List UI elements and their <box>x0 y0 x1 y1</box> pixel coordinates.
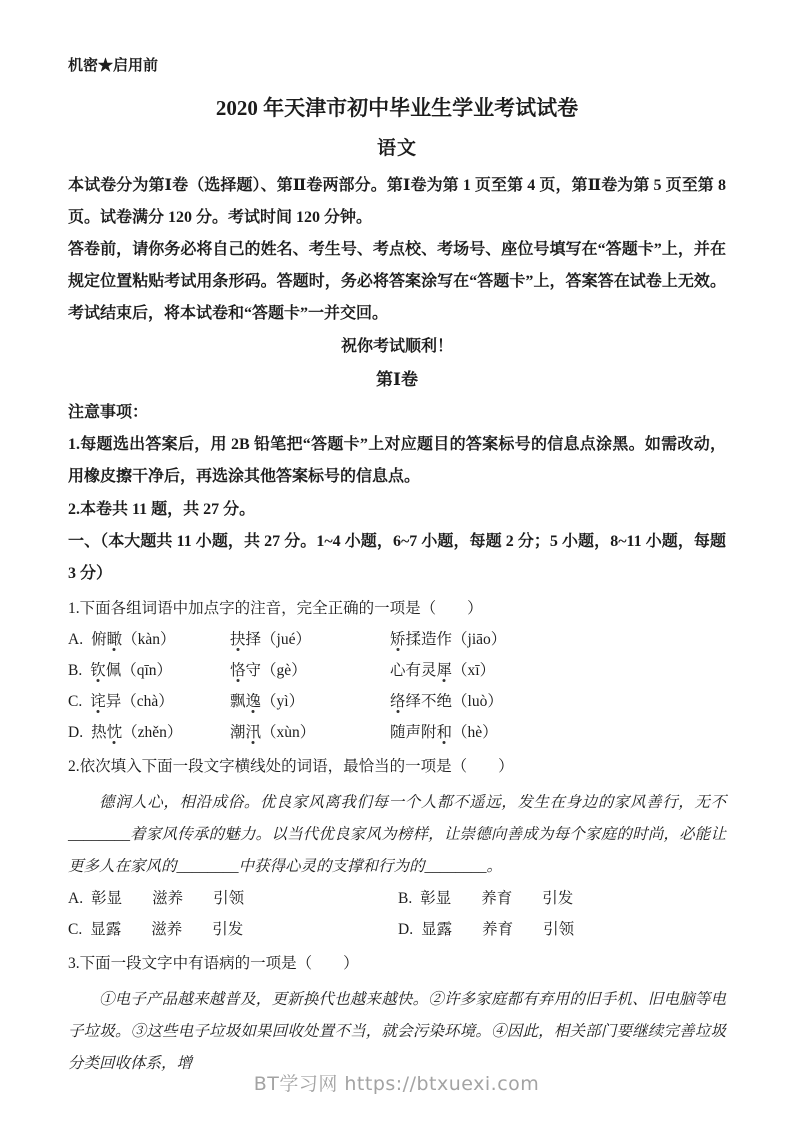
question-3-passage: ①电子产品越来越普及，更新换代也越来越快。②许多家庭都有弃用的旧手机、旧电脑等电子垃圾。③这些电子垃圾如果回收处置不当，就会污染环境。④因此，相关部门要继续完善垃圾分类回收体系，增 <box>68 991 726 1072</box>
option-word: 引领 <box>543 921 575 938</box>
option-item <box>68 686 230 717</box>
option-item <box>398 914 726 945</box>
word-with-pinyin: 络绎不绝（luò） <box>390 693 503 710</box>
question-1-option-a <box>68 624 726 655</box>
question-1-option-b <box>68 655 726 686</box>
option-item <box>68 655 230 686</box>
dotted-char: 汛 <box>245 724 262 741</box>
word-with-pinyin: 热忱（zhěn） <box>91 724 183 741</box>
option-word: 养育 <box>481 890 513 907</box>
security-classification: 机密★启用前 <box>68 58 159 74</box>
section-one-heading: 一、（本大题共 11 小题，共 27 分。1~4 小题，6~7 小题，每题 2 分；5 小题，8~11 小题，每题 3 分） <box>68 533 726 582</box>
exam-title: 2020 年天津市初中毕业生学业考试试卷 <box>215 96 579 120</box>
option-label: C. <box>68 693 83 710</box>
question-3-stem: 3.下面一段文字中有语病的一项是（ ） <box>68 955 359 972</box>
dotted-char: 犀 <box>436 662 453 679</box>
intro-paragraph-2: 答卷前，请你务必将自己的姓名、考生号、考点校、考场号、座位号填写在“答题卡”上，并在规定位置粘贴考试用条形码。答题时，务必将答案涂写在“答题卡”上，答案答在试卷上无效。考试结束后，将本试卷和“答题卡”一并交回。 <box>68 241 726 322</box>
option-word: 彰显 <box>91 890 123 907</box>
question-1-option-c <box>68 686 726 717</box>
word-with-pinyin: 飘逸（yì） <box>230 693 305 710</box>
question-1-option-d <box>68 717 726 748</box>
option-label: C. <box>68 921 83 938</box>
option-label: A. <box>68 890 84 907</box>
exam-instructions <box>68 170 726 330</box>
footer-watermark: BT学习网 https://btxuexi.com <box>253 1073 540 1095</box>
option-label: A. <box>68 631 84 648</box>
question-3 <box>68 949 726 1080</box>
option-word: 显露 <box>421 921 453 938</box>
word-with-pinyin: 俯瞰（kàn） <box>91 631 176 648</box>
dotted-char: 钦 <box>90 662 106 679</box>
option-item <box>398 883 726 914</box>
question-1-stem: 1.下面各组词语中加点字的注音，完全正确的一项是（ ） <box>68 600 483 617</box>
question-2-passage: 德润人心，相沿成俗。优良家风离我们每一个人都不遥远，发生在身边的家风善行，无不________着家风传承的魅力。以当代优良家风为榜样，让崇德向善成为每个家庭的时尚，必能让更多人在家风的________中获得心灵的支撑和行为的________。 <box>68 794 726 875</box>
option-word: 引发 <box>542 890 574 907</box>
question-2-option-row-1 <box>68 883 726 914</box>
notes-heading: 注意事项： <box>68 404 149 421</box>
option-label: D. <box>398 921 414 938</box>
word-with-pinyin: 恪守（gè） <box>230 662 307 679</box>
option-item <box>68 883 398 914</box>
word-with-pinyin: 钦佩（qīn） <box>90 662 173 679</box>
dotted-char: 络 <box>390 693 406 710</box>
dotted-char: 抉 <box>230 631 246 648</box>
dotted-char: 逸 <box>245 693 262 710</box>
option-word: 滋养 <box>152 890 184 907</box>
word-with-pinyin: 随声附和（hè） <box>390 724 498 741</box>
intro-paragraph-1: 本试卷分为第Ⅰ卷（选择题）、第Ⅱ卷两部分。第Ⅰ卷为第 1 页至第 4 页，第Ⅱ卷为第 5 页至第 8 页。试卷满分 120 分。考试时间 120 分钟。 <box>68 177 726 226</box>
dotted-char: 瞰 <box>106 631 123 648</box>
dotted-char: 和 <box>436 724 453 741</box>
option-word: 滋养 <box>151 921 183 938</box>
option-item <box>68 914 398 945</box>
option-word: 引发 <box>212 921 244 938</box>
volume-heading: 第Ⅰ卷 <box>376 370 418 389</box>
dotted-char: 忱 <box>106 724 123 741</box>
dotted-char: 矫 <box>390 631 406 648</box>
note-item-2: 2.本卷共 11 题，共 27 分。 <box>68 501 256 518</box>
note-item-1: 1.每题选出答案后，用 2B 铅笔把“答题卡”上对应题目的答案标号的信息点涂黑。如需改动，用橡皮擦干净后，再选涂其他答案标号的信息点。 <box>68 436 726 485</box>
option-label: D. <box>68 724 84 741</box>
option-word: 显露 <box>90 921 122 938</box>
question-2-stem: 2.依次填入下面一段文字横线处的词语，最恰当的一项是（ ） <box>68 758 514 775</box>
subject-title: 语文 <box>376 138 417 159</box>
question-1 <box>68 594 726 748</box>
word-with-pinyin: 矫揉造作（jiāo） <box>390 631 507 648</box>
option-label: B. <box>68 662 83 679</box>
dotted-char: 诧 <box>90 693 106 710</box>
option-word: 养育 <box>482 921 514 938</box>
option-item <box>68 717 230 748</box>
question-2-option-row-2 <box>68 914 726 945</box>
exam-wish: 祝你考试顺利！ <box>340 338 453 355</box>
word-with-pinyin: 抉择（jué） <box>230 631 311 648</box>
word-with-pinyin: 潮汛（xùn） <box>230 724 316 741</box>
option-label: B. <box>398 890 413 907</box>
option-word: 彰显 <box>420 890 452 907</box>
option-word: 引领 <box>213 890 245 907</box>
word-with-pinyin: 诧异（chà） <box>90 693 174 710</box>
dotted-char: 恪 <box>230 662 246 679</box>
option-item <box>68 624 230 655</box>
question-2 <box>68 752 726 945</box>
word-with-pinyin: 心有灵犀（xī） <box>390 662 496 679</box>
